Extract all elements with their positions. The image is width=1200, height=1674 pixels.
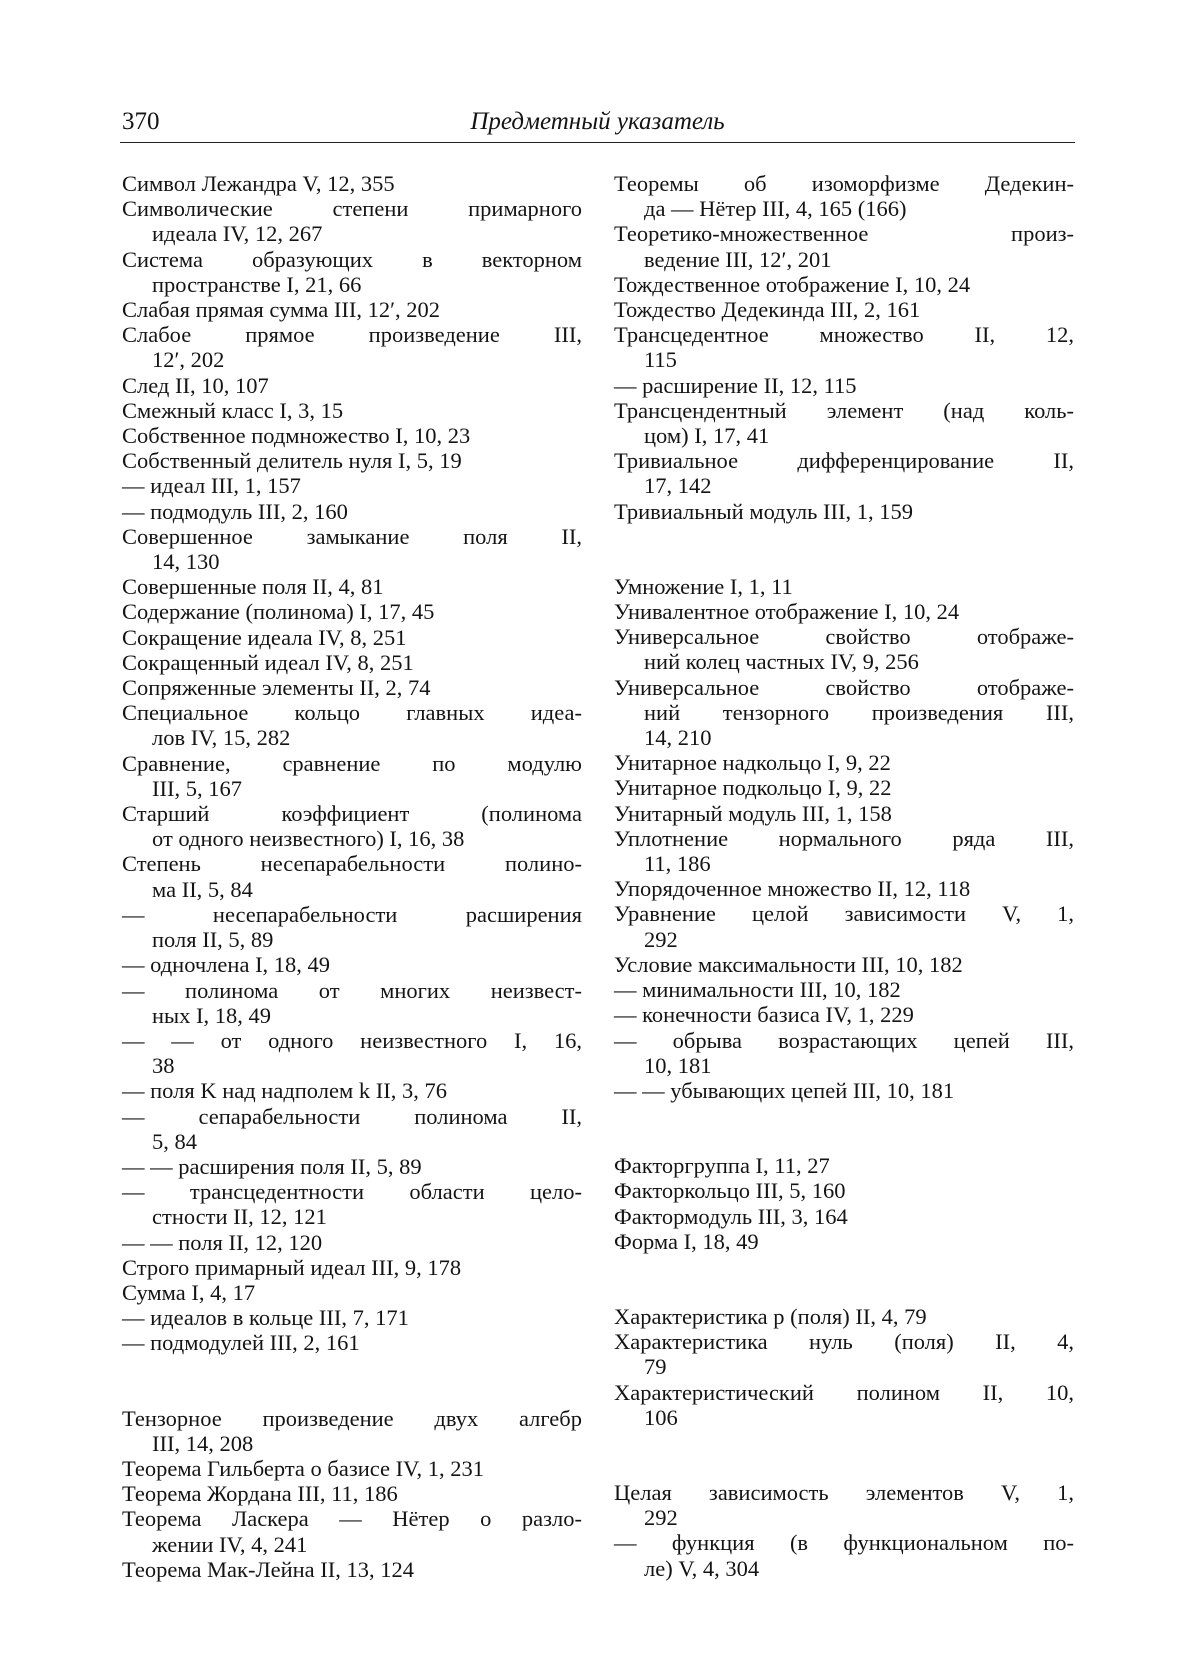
index-entry [122, 650, 582, 675]
index-entry-line: 292 [644, 926, 678, 952]
index-entry-line: Уплотнение нормального ряда III, [614, 825, 1074, 851]
index-entry-line: ний колец частных IV, 9, 256 [644, 649, 919, 675]
section-gap [614, 1103, 1074, 1153]
index-entry-line: 14, 210 [644, 725, 712, 751]
index-entry-line: 10, 181 [644, 1052, 712, 1078]
index-entry [614, 1530, 1074, 1580]
index-entry [122, 1230, 582, 1255]
index-entry-line: ведение III, 12′, 201 [644, 246, 832, 272]
index-entry [614, 1229, 1074, 1254]
index-entry [614, 1002, 1074, 1027]
index-entry-line: Универсальное свойство отображе- [614, 624, 1074, 650]
index-entry [122, 902, 582, 952]
index-entry [122, 322, 582, 372]
index-entry [122, 751, 582, 801]
page-header [120, 106, 1075, 143]
index-entry [122, 1028, 582, 1078]
index-entry-line: ний тензорного произведения III, [644, 699, 1074, 725]
index-entry-line: ле) V, 4, 304 [644, 1555, 760, 1581]
index-entry-line: Собственное подмножество I, 10, 23 [122, 423, 471, 449]
index-entry [122, 851, 582, 901]
index-entry [614, 876, 1074, 901]
index-entry [122, 1305, 582, 1330]
index-entry [614, 952, 1074, 977]
index-entry-line: — обрыва возрастающих цепей III, [614, 1027, 1074, 1053]
index-entry [614, 901, 1074, 951]
index-entry-line: Степень несепарабельности полино- [122, 851, 582, 877]
index-entry-line: Фактормодуль III, 3, 164 [614, 1203, 848, 1229]
index-entry-line: Трансцедентное множество II, 12, [614, 322, 1074, 348]
index-entry-line: 17, 142 [644, 473, 712, 499]
index-entry-line: — — от одного неизвестного I, 16, [122, 1027, 582, 1053]
index-column-left [122, 171, 582, 1582]
index-entry [122, 373, 582, 398]
index-entry-line: — подмодуль III, 2, 160 [122, 498, 348, 524]
index-entry-line: Целая зависимость элементов V, 1, [614, 1479, 1074, 1505]
index-entry [122, 524, 582, 574]
index-entry-line: ных I, 18, 49 [152, 1002, 272, 1028]
index-entry-line: Система образующих в векторном [122, 246, 582, 272]
index-entry [122, 1406, 582, 1456]
index-entry [122, 700, 582, 750]
index-entry-line: да — Нётер III, 4, 165 (166) [644, 196, 907, 222]
index-entry [122, 1456, 582, 1481]
index-entry [614, 448, 1074, 498]
index-entry-line: — идеал III, 1, 157 [122, 473, 301, 499]
index-column-right [614, 171, 1074, 1581]
index-entry [122, 1481, 582, 1506]
index-entry-line: Универсальное свойство отображе- [614, 674, 1074, 700]
index-entry [122, 1557, 582, 1582]
index-entry-line: Унивалентное отображение I, 10, 24 [614, 599, 960, 625]
index-entry-line: — поля K над надполем k II, 3, 76 [122, 1078, 447, 1104]
index-entry [614, 373, 1074, 398]
index-entry-line: — трансцедентности области цело- [122, 1179, 582, 1205]
index-entry-line: 79 [644, 1354, 667, 1380]
index-entry-line: Умножение I, 1, 11 [614, 573, 793, 599]
index-entry [122, 423, 582, 448]
index-entry-line: 115 [644, 347, 677, 373]
index-entry [614, 574, 1074, 599]
index-entry-line: цом) I, 17, 41 [644, 423, 770, 449]
index-entry-line: Совершенные поля II, 4, 81 [122, 574, 384, 600]
index-entry-line: — полинома от многих неизвест- [122, 977, 582, 1003]
index-entry-line: Теорема Гильберта о базисе IV, 1, 231 [122, 1455, 484, 1481]
index-entry [614, 322, 1074, 372]
index-entry-line: 292 [644, 1505, 678, 1531]
section-gap [614, 1430, 1074, 1480]
index-entry [614, 1329, 1074, 1379]
index-entry-line: Слабое прямое произведение III, [122, 322, 582, 348]
index-entry-line: идеала IV, 12, 267 [152, 221, 323, 247]
index-entry [122, 625, 582, 650]
index-entry-line: Теоремы об изоморфизме Дедекин- [614, 171, 1074, 196]
index-entry [614, 1028, 1074, 1078]
index-entry-line: Сокращенный идеал IV, 8, 251 [122, 649, 414, 675]
index-entry [614, 272, 1074, 297]
index-entry [614, 499, 1074, 524]
index-entry-line: Символические степени примарного [122, 196, 582, 222]
index-entry-line: III, 5, 167 [152, 775, 242, 801]
index-entry [614, 171, 1074, 221]
section-gap [122, 1356, 582, 1406]
index-entry-line: Теорема Мак-Лейна II, 13, 124 [122, 1556, 414, 1582]
index-entry-line: — подмодулей III, 2, 161 [122, 1330, 360, 1356]
index-entry-line: Слабая прямая сумма III, 12′, 202 [122, 297, 441, 323]
index-entry [122, 473, 582, 498]
index-entry-line: Строго примарный идеал III, 9, 178 [122, 1254, 462, 1280]
index-entry [614, 398, 1074, 448]
index-entry-line: от одного неизвестного) I, 16, 38 [152, 826, 465, 852]
index-entry-line: Теоретико-множественное произ- [614, 221, 1074, 247]
index-entry-line: — — убывающих цепей III, 10, 181 [614, 1077, 955, 1103]
index-entry-line: — функция (в функциональном по- [614, 1530, 1074, 1556]
index-entry [614, 775, 1074, 800]
index-entry-line: — минимальности III, 10, 182 [614, 977, 901, 1003]
index-entry [614, 1304, 1074, 1329]
index-entry-line: След II, 10, 107 [122, 372, 269, 398]
index-entry-line: Уравнение целой зависимости V, 1, [614, 901, 1074, 927]
index-entry-line: Специальное кольцо главных идеа- [122, 700, 582, 726]
index-entry-line: Характеристика p (поля) II, 4, 79 [614, 1303, 927, 1329]
index-entry-line: жении IV, 4, 241 [152, 1531, 308, 1557]
index-entry [122, 398, 582, 423]
index-entry [614, 624, 1074, 674]
index-entry [122, 1154, 582, 1179]
index-entry-line: Старший коэффициент (полинома [122, 801, 582, 827]
index-entry-line: Теорема Жордана III, 11, 186 [122, 1481, 398, 1507]
index-entry-line: 11, 186 [644, 851, 711, 877]
index-entry [614, 826, 1074, 876]
index-entry-line: 5, 84 [152, 1128, 197, 1154]
index-entry-line: 106 [644, 1404, 678, 1430]
index-entry-line: Сокращение идеала IV, 8, 251 [122, 624, 407, 650]
index-entry-line: Собственный делитель нуля I, 5, 19 [122, 448, 462, 474]
index-entry [122, 1179, 582, 1229]
index-entry [614, 750, 1074, 775]
index-entry [122, 1104, 582, 1154]
index-entry [122, 297, 582, 322]
index-entry-line: Унитарный модуль III, 1, 158 [614, 800, 892, 826]
index-entry-line: — — расширения поля II, 5, 89 [122, 1153, 422, 1179]
running-title: Предметный указатель [470, 108, 725, 135]
index-entry-line: Упорядоченное множество II, 12, 118 [614, 876, 971, 902]
index-entry [122, 801, 582, 851]
index-entry-line: Форма I, 18, 49 [614, 1228, 759, 1254]
index-entry-line: стности II, 12, 121 [152, 1204, 327, 1230]
index-entry [614, 297, 1074, 322]
index-entry-line: Теорема Ласкера — Нётер о разло- [122, 1506, 582, 1532]
index-entry-line: — идеалов в кольце III, 7, 171 [122, 1305, 409, 1331]
index-entry [122, 978, 582, 1028]
index-entry [614, 1204, 1074, 1229]
index-entry-line: Характеристика нуль (поля) II, 4, [614, 1329, 1074, 1355]
index-entry [122, 247, 582, 297]
index-entry-line: Тривиальное дифференцирование II, [614, 448, 1074, 474]
index-entry-line: — сепарабельности полинома II, [122, 1103, 582, 1129]
index-entry-line: Тривиальный модуль III, 1, 159 [614, 498, 913, 524]
index-entry-line: — — поля II, 12, 120 [122, 1229, 323, 1255]
index-entry-line: Сравнение, сравнение по модулю [122, 750, 582, 776]
index-entry [122, 952, 582, 977]
index-entry-line: Сопряженные элементы II, 2, 74 [122, 675, 431, 701]
index-entry-line: 14, 130 [152, 549, 220, 575]
index-entry-line: Трансцендентный элемент (над коль- [614, 397, 1074, 423]
index-entry [122, 499, 582, 524]
index-entry-line: Символ Лежандра V, 12, 355 [122, 171, 395, 196]
index-entry-line: Смежный класс I, 3, 15 [122, 397, 344, 423]
index-entry-line: 12′, 202 [152, 347, 225, 373]
index-entry [122, 1078, 582, 1103]
index-entry [122, 196, 582, 246]
index-entry [614, 675, 1074, 751]
index-entry [614, 977, 1074, 1002]
index-entry-line: Тензорное произведение двух алгебр [122, 1405, 582, 1431]
index-entry-line: — расширение II, 12, 115 [614, 372, 857, 398]
index-entry [122, 171, 582, 196]
index-entry [614, 1380, 1074, 1430]
index-entry-line: ма II, 5, 84 [152, 876, 253, 902]
index-entry [614, 1178, 1074, 1203]
index-entry-line: Совершенное замыкание поля II, [122, 523, 582, 549]
index-entry [122, 599, 582, 624]
index-entry-line: Факторкольцо III, 5, 160 [614, 1178, 846, 1204]
index-entry [122, 1330, 582, 1355]
index-entry-line: Сумма I, 4, 17 [122, 1279, 256, 1305]
index-entry-line: Условие максимальности III, 10, 182 [614, 951, 963, 977]
index-entry [122, 448, 582, 473]
index-entry-line: — несепарабельности расширения [122, 901, 582, 927]
index-entry-line: 38 [152, 1053, 175, 1079]
index-entry-line: Тождество Дедекинда III, 2, 161 [614, 297, 921, 323]
index-entry-line: Факторгруппа I, 11, 27 [614, 1153, 830, 1179]
index-entry [614, 221, 1074, 271]
index-entry-line: поля II, 5, 89 [152, 927, 274, 953]
index-entry-line: пространстве I, 21, 66 [152, 271, 362, 297]
index-entry [122, 1506, 582, 1556]
index-entry-line: Унитарное надкольцо I, 9, 22 [614, 750, 891, 776]
index-entry-line: Тождественное отображение I, 10, 24 [614, 271, 971, 297]
index-entry [122, 1255, 582, 1280]
index-entry-line: III, 14, 208 [152, 1430, 254, 1456]
index-entry-line: Содержание (полинома) I, 17, 45 [122, 599, 435, 625]
index-entry [614, 801, 1074, 826]
section-gap [614, 1254, 1074, 1304]
index-entry [122, 1280, 582, 1305]
index-entry-line: — одночлена I, 18, 49 [122, 952, 331, 978]
index-entry [122, 574, 582, 599]
index-entry [614, 599, 1074, 624]
index-entry [614, 1153, 1074, 1178]
index-entry-line: Унитарное подкольцо I, 9, 22 [614, 775, 892, 801]
section-gap [614, 524, 1074, 574]
index-entry-line: — конечности базиса IV, 1, 229 [614, 1002, 914, 1028]
index-entry-line: лов IV, 15, 282 [152, 725, 291, 751]
index-entry [614, 1078, 1074, 1103]
index-entry [122, 675, 582, 700]
index-entry [614, 1480, 1074, 1530]
page-number: 370 [122, 108, 160, 135]
index-entry-line: Характеристический полином II, 10, [614, 1379, 1074, 1405]
